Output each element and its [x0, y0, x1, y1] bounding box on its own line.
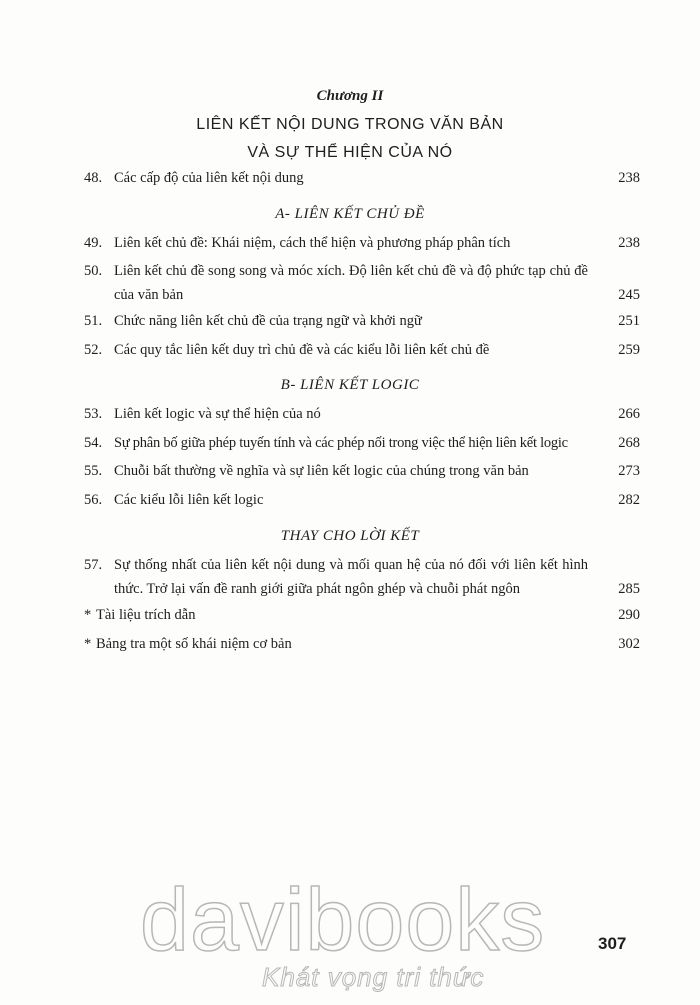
entry-text: Tài liệu trích dẫn	[96, 607, 196, 623]
entry-text: Các kiểu lỗi liên kết logic	[114, 492, 264, 508]
entry-page: 259	[618, 342, 640, 358]
toc-entry-56	[84, 488, 640, 512]
entry-number: 57.	[84, 557, 103, 573]
watermark-logo: davibooks	[140, 870, 546, 969]
entry-page: 266	[618, 406, 640, 422]
entry-page: 273	[618, 463, 640, 479]
entry-text: Chuỗi bất thường về nghĩa và sự liên kết logic của chúng trong văn bản	[114, 463, 529, 479]
entry-page: 290	[618, 607, 640, 623]
toc-entry-54	[84, 431, 640, 455]
entry-number: 56.	[84, 492, 103, 508]
entry-number: 51.	[84, 313, 103, 329]
toc-entry-53	[84, 402, 640, 426]
entry-number: 54.	[84, 435, 103, 451]
toc-entry-57	[84, 553, 640, 601]
entry-number: 55.	[84, 463, 103, 479]
chapter-title-line2: VÀ SỰ THỂ HIỆN CỦA NÓ	[247, 144, 453, 161]
watermark-tagline: Khát vọng tri thức	[262, 962, 485, 992]
entry-text: Sự phân bố giữa phép tuyến tính và các phép nối trong việc thể hiện liên kết logic	[114, 435, 568, 451]
entry-number: 52.	[84, 342, 103, 358]
toc-entry-48	[84, 166, 640, 190]
entry-text: Liên kết chủ đề song song và móc xích. Độ liên kết chủ đề và độ phức tạp chủ đề của văn bản	[114, 263, 588, 303]
chapter-label: Chương II	[316, 88, 384, 104]
entry-text: Sự thống nhất của liên kết nội dung và mối quan hệ của nó đối với liên kết hình thức. Trở lại vấn đề ranh giới giữa phát ngôn ghép và chuỗi phát ngôn	[114, 557, 588, 597]
toc-entry-55	[84, 459, 640, 483]
entry-text: Liên kết logic và sự thể hiện của nó	[114, 406, 321, 422]
entry-page: 238	[618, 235, 640, 251]
entry-text: Liên kết chủ đề: Khái niệm, cách thể hiện và phương pháp phân tích	[114, 235, 511, 251]
entry-page: 302	[618, 636, 640, 652]
entry-bullet: *	[84, 607, 92, 623]
entry-page: 238	[618, 170, 640, 186]
toc-entry-51	[84, 309, 640, 333]
toc-entry-50	[84, 259, 640, 307]
page-number: 307	[598, 934, 627, 953]
entry-number: 50.	[84, 263, 103, 279]
entry-page: 245	[618, 287, 640, 303]
entry-page: 285	[618, 581, 640, 597]
entry-text: Các cấp độ của liên kết nội dung	[114, 170, 304, 186]
section-heading-a: A- LIÊN KẾT CHỦ ĐỀ	[275, 206, 425, 222]
entry-page: 268	[618, 435, 640, 451]
section-heading-b: B- LIÊN KẾT LOGIC	[280, 377, 420, 393]
toc-entry-49	[84, 231, 640, 255]
entry-page: 251	[618, 313, 640, 329]
toc-entry-references	[84, 603, 640, 627]
entry-number: 53.	[84, 406, 103, 422]
entry-text: Các quy tắc liên kết duy trì chủ đề và các kiểu lỗi liên kết chủ đề	[114, 342, 490, 358]
toc-entry-52	[84, 338, 640, 362]
entry-text: Bảng tra một số khái niệm cơ bản	[96, 636, 292, 652]
entry-number: 49.	[84, 235, 103, 251]
toc-entry-index	[84, 632, 640, 656]
entry-number: 48.	[84, 170, 103, 186]
section-heading-c: THAY CHO LỜI KẾT	[280, 528, 420, 544]
entry-page: 282	[618, 492, 640, 508]
entry-bullet: *	[84, 636, 92, 652]
chapter-title-line1: LIÊN KẾT NỘI DUNG TRONG VĂN BẢN	[196, 116, 504, 133]
entry-text: Chức năng liên kết chủ đề của trạng ngữ và khởi ngữ	[114, 313, 422, 329]
